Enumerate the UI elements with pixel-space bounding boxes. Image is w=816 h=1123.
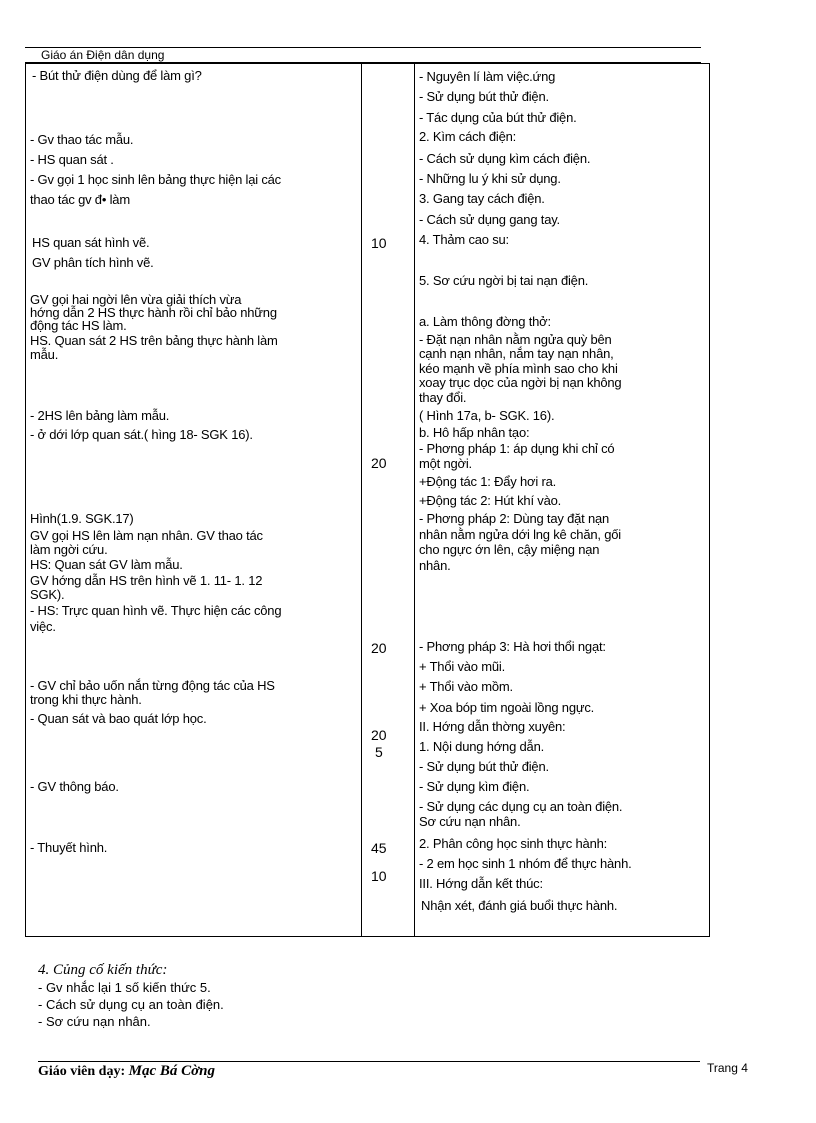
time-value: 5: [375, 744, 383, 760]
right-line: kéo mạnh về phía mình sao cho khi: [419, 361, 618, 376]
right-line: cạnh nạn nhân, nắm tay nạn nhân,: [419, 346, 614, 361]
right-line: - Những lu ý khi sử dụng.: [419, 171, 561, 186]
left-line: - HS: Trực quan hình vẽ. Thực hiện các công: [30, 603, 282, 618]
left-line: - Bút thử điện dùng để làm gì?: [32, 68, 202, 83]
left-line: HS. Quan sát 2 HS trên bảng thực hành làm: [30, 333, 278, 348]
right-line: - Nguyên lí làm việc.ứng: [419, 69, 556, 84]
list-item: - Cách sử dụng cụ an toàn điện.: [38, 997, 224, 1012]
left-line: GV gọi HS lên làm nạn nhân. GV thao tác: [30, 528, 263, 543]
right-line: - Phơng pháp 2: Dùng tay đặt nạn: [419, 511, 610, 526]
right-line: - 2 em học sinh 1 nhóm để thực hành.: [419, 856, 632, 871]
right-line: Sơ cứu nạn nhân.: [419, 814, 521, 829]
right-line: - Sử dụng các dụng cụ an toàn điện.: [419, 799, 623, 814]
right-line: - Sử dụng kìm điện.: [419, 779, 530, 794]
right-line: 3. Gang tay cách điện.: [419, 191, 545, 206]
right-line: +Động tác 1: Đẩy hơi ra.: [419, 474, 557, 489]
left-line: GV gọi hai ngời lên vừa giải thích vừa: [30, 292, 242, 307]
left-line: HS: Quan sát GV làm mẫu.: [30, 557, 183, 572]
right-line: b. Hô hấp nhân tạo:: [419, 425, 530, 440]
right-line: + Thổi vào mồm.: [419, 679, 513, 694]
right-line: cho ngực ớn lên, cậy miệng nạn: [419, 542, 600, 557]
right-line: - Sử dụng bút thử điện.: [419, 89, 549, 104]
right-line: + Xoa bóp tim ngoài lồng ngực.: [419, 700, 595, 715]
left-line: - GV chỉ bảo uốn nắn từng động tác của HS: [30, 678, 275, 693]
right-line: - Đặt nạn nhân nằm ngửa quỳ bên: [419, 332, 612, 347]
right-line: + Thổi vào mũi.: [419, 659, 506, 674]
time-value: 45: [371, 840, 387, 856]
right-line: - Cách sử dụng gang tay.: [419, 212, 560, 227]
right-line: - Sử dụng bút thử điện.: [419, 759, 549, 774]
right-line: 1. Nội dung hớng dẫn.: [419, 739, 545, 754]
time-value: 10: [371, 868, 387, 884]
right-line: - Phơng pháp 1: áp dụng khi chỉ có: [419, 441, 615, 456]
left-line: động tác HS làm.: [30, 318, 127, 333]
time-value: 20: [371, 727, 387, 743]
left-line: GV hớng dẫn HS trên hình vẽ 1. 11- 1. 12: [30, 573, 263, 588]
left-line: hớng dẫn 2 HS thực hành rồi chỉ bảo những: [30, 305, 277, 320]
time-value: 20: [371, 640, 387, 656]
left-line: HS quan sát hình vẽ.: [32, 235, 150, 250]
right-line: a. Làm thông đờng thở:: [419, 314, 551, 329]
lesson-content-column: [415, 64, 710, 937]
teacher-student-activities-column: [26, 64, 362, 937]
right-line: nhân.: [419, 558, 451, 573]
left-line: - Gv gọi 1 học sinh lên bảng thực hiện lại các: [30, 172, 281, 187]
left-line: Hình(1.9. SGK.17): [30, 511, 134, 526]
section-heading: 4. Củng cố kiến thức:: [38, 962, 168, 978]
left-line: làm ngời cứu.: [30, 542, 108, 557]
left-line: SGK).: [30, 587, 65, 602]
time-column: [362, 64, 415, 937]
right-line: 2. Kìm cách điện:: [419, 129, 517, 144]
teacher-signature: [38, 1063, 215, 1080]
right-line: 4. Thảm cao su:: [419, 232, 509, 247]
left-line: - ở dới lớp quan sát.( hìng 18- SGK 16).: [30, 427, 253, 442]
right-line: một ngời.: [419, 456, 472, 471]
right-line: nhân nằm ngửa dới lng kê chăn, gối: [419, 527, 621, 542]
right-line: II. Hớng dẫn thờng xuyên:: [419, 719, 566, 734]
consolidation-section: [38, 962, 224, 1030]
right-line: - Phơng pháp 3: Hà hơi thổi ngạt:: [419, 639, 606, 654]
left-line: thao tác gv đ• làm: [30, 192, 130, 207]
page-number: Trang 4: [707, 1061, 748, 1075]
left-line: - HS quan sát .: [30, 152, 114, 167]
right-line: 5. Sơ cứu ngời bị tai nạn điện.: [419, 273, 589, 288]
left-line: - GV thông báo.: [30, 779, 119, 794]
right-line: 2. Phân công học sinh thực hành:: [419, 836, 608, 851]
right-line: thay đổi.: [419, 390, 467, 405]
right-line: +Động tác 2: Hút khí vào.: [419, 493, 562, 508]
left-line: - 2HS lên bảng làm mẫu.: [30, 408, 170, 423]
lesson-table: [25, 63, 710, 937]
right-line: xoay trục dọc của ngời bị nạn không: [419, 375, 622, 390]
left-line: - Gv thao tác mẫu.: [30, 132, 134, 147]
right-line: III. Hớng dẫn kết thúc:: [419, 876, 543, 891]
teacher-label: Giáo viên dạy:: [38, 1064, 126, 1079]
left-line: - Thuyết hình.: [30, 840, 108, 855]
right-line: - Tác dụng của bút thử điện.: [419, 110, 577, 125]
footer-rule: [38, 1061, 700, 1062]
left-line: việc.: [30, 619, 56, 634]
right-line: - Cách sử dụng kìm cách điện.: [419, 151, 591, 166]
right-line: ( Hình 17a, b- SGK. 16).: [419, 408, 555, 423]
left-line: - Quan sát và bao quát lớp học.: [30, 711, 207, 726]
left-line: GV phân tích hình vẽ.: [32, 255, 154, 270]
time-value: 20: [371, 455, 387, 471]
left-line: mẫu.: [30, 347, 59, 362]
left-line: trong khi thực hành.: [30, 692, 142, 707]
list-item: - Gv nhắc lại 1 số kiến thức 5.: [38, 980, 211, 995]
document-header-title: Giáo án Điện dân dụng: [41, 48, 165, 62]
right-line: Nhận xét, đánh giá buổi thực hành.: [421, 898, 618, 913]
list-item: - Sơ cứu nạn nhân.: [38, 1014, 151, 1029]
teacher-name: Mạc Bá Cờng: [128, 1063, 216, 1079]
time-value: 10: [371, 235, 387, 251]
